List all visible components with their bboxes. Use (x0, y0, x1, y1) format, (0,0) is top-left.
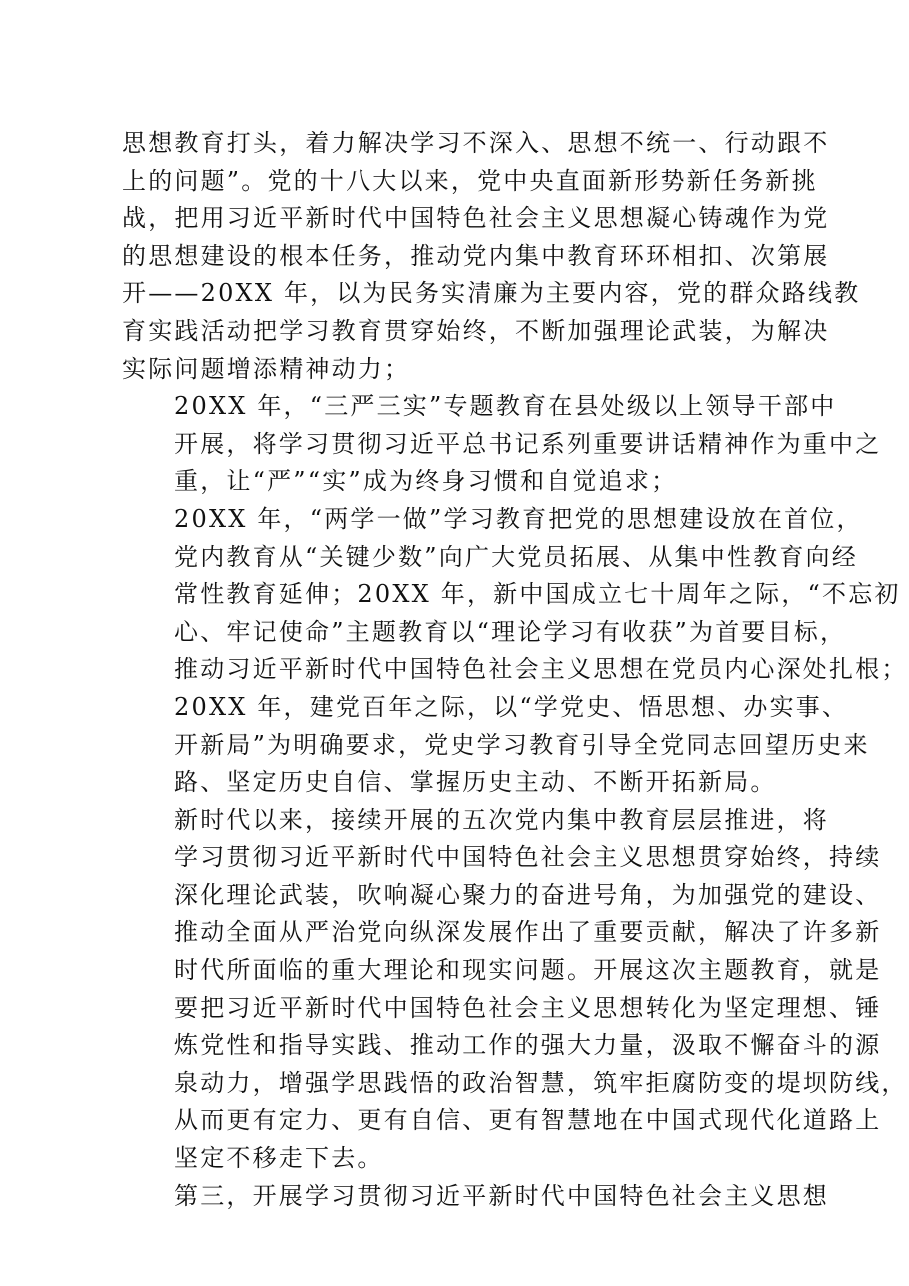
text-line: 要把习近平新时代中国特色社会主义思想转化为坚定理想、锤 (174, 993, 882, 1022)
paragraph (122, 125, 861, 388)
text-line: 炼党性和指导实践、推动工作的强大力量，汲取不懈奋斗的源 (174, 1031, 882, 1060)
text-line: 上的问题”。党的十八大以来，党中央直面新形势新任务新挑 (122, 166, 818, 195)
text-line: 从而更有定力、更有自信、更有智慧地在中国式现代化道路上 (174, 1106, 882, 1135)
document-body (122, 125, 908, 1215)
text-line: 第三，开展学习贯彻习近平新时代中国特色社会主义思想 (174, 1181, 829, 1210)
paragraph (122, 802, 908, 1178)
paragraph (122, 1178, 829, 1216)
text-line: 坚定不移走下去。 (174, 1144, 384, 1173)
paragraph (122, 501, 908, 689)
paragraph (122, 388, 882, 501)
text-line: 深化理论武装，吹响凝心聚力的奋进号角，为加强党的建设、 (174, 880, 882, 909)
text-line: 的思想建设的根本任务，推动党内集中教育环环相扣、次第展 (122, 241, 830, 270)
text-line: 实际问题增添精神动力； (122, 354, 411, 383)
text-line: 新时代以来，接续开展的五次党内集中教育层层推进，将 (174, 805, 829, 834)
text-line: 时代所面临的重大理论和现实问题。开展这次主题教育，就是 (174, 956, 882, 985)
text-line: 开新局”为明确要求，党史学习教育引导全党同志回望历史来 (174, 730, 870, 759)
text-line: 推动习近平新时代中国特色社会主义思想在党员内心深处扎根； (174, 655, 908, 684)
text-line: 20XX 年，建党百年之际，以“学党史、悟思想、办实事、 (174, 692, 849, 721)
paragraph (122, 689, 870, 802)
text-line: 泉动力，增强学思践悟的政治智慧，筑牢拒腐防变的堤坝防线， (174, 1068, 908, 1097)
text-line: 推动全面从严治党向纵深发展作出了重要贡献，解决了许多新 (174, 918, 882, 947)
text-line: 育实践活动把学习教育贯穿始终，不断加强理论武装，为解决 (122, 316, 830, 345)
text-line: 重，让“严”“实”成为终身习惯和自觉追求； (174, 467, 678, 496)
text-line: 战，把用习近平新时代中国特色社会主义思想凝心铸魂作为党 (122, 204, 830, 233)
text-line: 常性教育延伸；20XX 年，新中国成立七十周年之际，“不忘初 (174, 580, 901, 609)
text-line: 20XX 年，“三严三实”专题教育在县处级以上领导干部中 (174, 392, 837, 421)
text-line: 20XX 年，“两学一做”学习教育把党的思想建设放在首位， (174, 504, 863, 533)
text-line: 开——20XX 年，以为民务实清廉为主要内容，党的群众路线教 (122, 279, 861, 308)
text-line: 思想教育打头，着力解决学习不深入、思想不统一、行动跟不 (122, 129, 830, 157)
text-line: 开展，将学习贯彻习近平总书记系列重要讲话精神作为重中之 (174, 429, 882, 458)
text-line: 心、牢记使命”主题教育以“理论学习有收获”为首要目标， (174, 617, 847, 646)
text-line: 党内教育从“关键少数”向广大党员拓展、从集中性教育向经 (174, 542, 858, 571)
text-line: 学习贯彻习近平新时代中国特色社会主义思想贯穿始终，持续 (174, 843, 882, 872)
text-line: 路、坚定历史自信、掌握历史主动、不断开拓新局。 (174, 768, 777, 797)
